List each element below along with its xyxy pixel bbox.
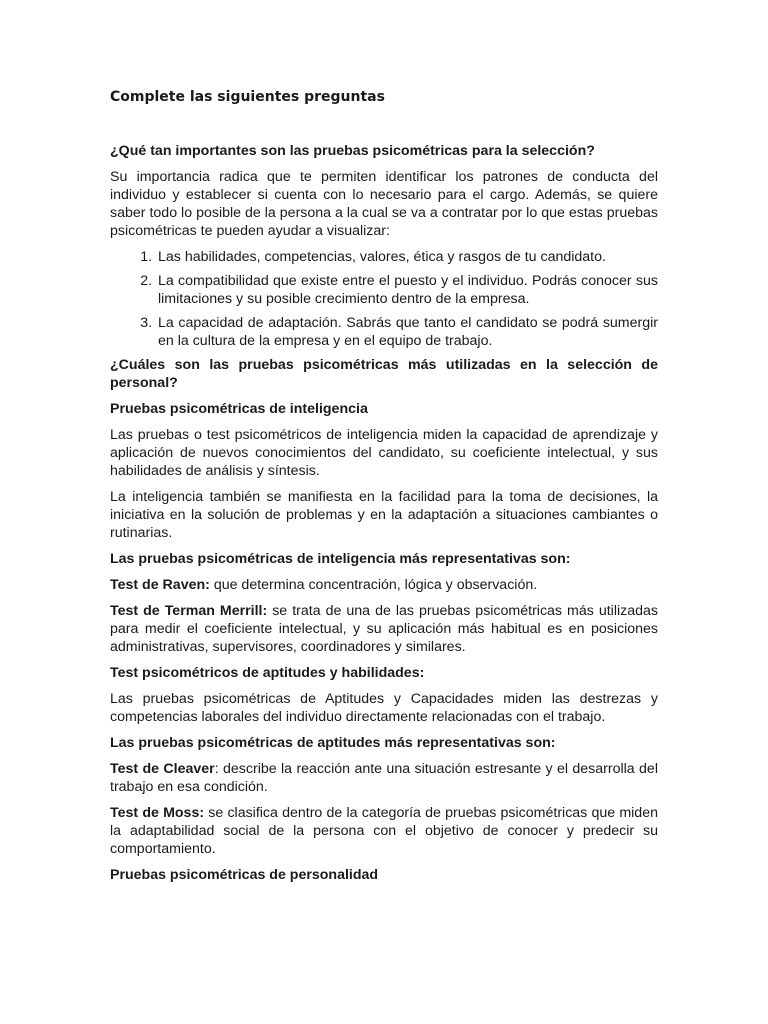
moss-entry [110, 804, 658, 858]
terman-name: Test de Terman Merrill: [110, 603, 268, 619]
cleaver-entry [110, 760, 658, 796]
list-item: 3. La capacidad de adaptación. Sabrás que tanto el candidato se podrá sumergir en la cultura de la empresa y en el equipo de trabajo. [156, 314, 658, 350]
raven-text: que determina concentración, lógica y observación. [209, 577, 538, 593]
cleaver-text: : describe la reacción ante una situación estresante y el desarrolla del trabajo en esa condición. [110, 761, 658, 795]
paragraph-intelligence-2: La inteligencia también se manifiesta en la facilidad para la toma de decisiones, la iniciativa en la solución de problemas y en la adaptación a situaciones cambiantes o rutinarias. [110, 489, 658, 541]
paragraph-intelligence-1: Las pruebas o test psicométricos de inteligencia miden la capacidad de aprendizaje y aplicación de nuevos conocimientos del candidato, su coeficiente intelectual, y sus habilidades de análisis y síntesis. [110, 427, 658, 479]
heading-aptitudes: Test psicométricos de aptitudes y habilidades: [110, 665, 425, 681]
list-item: 1. Las habilidades, competencias, valores, ética y rasgos de tu candidato. [156, 248, 658, 266]
importance-list [110, 248, 658, 350]
question-importance: ¿Qué tan importantes son las pruebas psicométricas para la selección? [110, 143, 595, 159]
document-title: Complete las siguientes preguntas [110, 89, 385, 105]
cleaver-name: Test de Cleaver [110, 761, 215, 777]
question-most-used: ¿Cuáles son las pruebas psicométricas más utilizadas en la selección de personal? [110, 357, 658, 391]
document-page [110, 88, 658, 892]
heading-personality: Pruebas psicométricas de personalidad [110, 867, 379, 883]
paragraph-importance: Su importancia radica que te permiten identificar los patrones de conducta del individuo y establecer si cuenta con lo necesario para el cargo. Además, se quiere saber todo lo posible de la persona a la cual se va a contratar por lo que estas pruebas psicométricas te pueden ayudar a visualizar: [110, 169, 658, 239]
terman-entry [110, 602, 658, 656]
heading-intelligence: Pruebas psicométricas de inteligencia [110, 401, 368, 417]
moss-name: Test de Moss: [110, 805, 205, 821]
terman-text: se trata de una de las pruebas psicométricas más utilizadas para medir el coeficiente intelectual, y su aplicación más habitual es en posiciones administrativas, supervisores, coordinadores y similares. [110, 603, 658, 655]
raven-entry [110, 576, 658, 594]
heading-intelligence-representative: Las pruebas psicométricas de inteligencia más representativas son: [110, 551, 571, 567]
list-item: 2. La compatibilidad que existe entre el puesto y el individuo. Podrás conocer sus limitaciones y su posible crecimiento dentro de la empresa. [156, 272, 658, 308]
heading-aptitudes-representative: Las pruebas psicométricas de aptitudes más representativas son: [110, 735, 556, 751]
raven-name: Test de Raven: [110, 577, 210, 593]
paragraph-aptitudes: Las pruebas psicométricas de Aptitudes y Capacidades miden las destrezas y competencias laborales del individuo directamente relacionadas con el trabajo. [110, 691, 658, 725]
moss-text: se clasifica dentro de la categoría de pruebas psicométricas que miden la adaptabilidad social de la persona con el objetivo de conocer y predecir su comportamiento. [110, 805, 658, 857]
